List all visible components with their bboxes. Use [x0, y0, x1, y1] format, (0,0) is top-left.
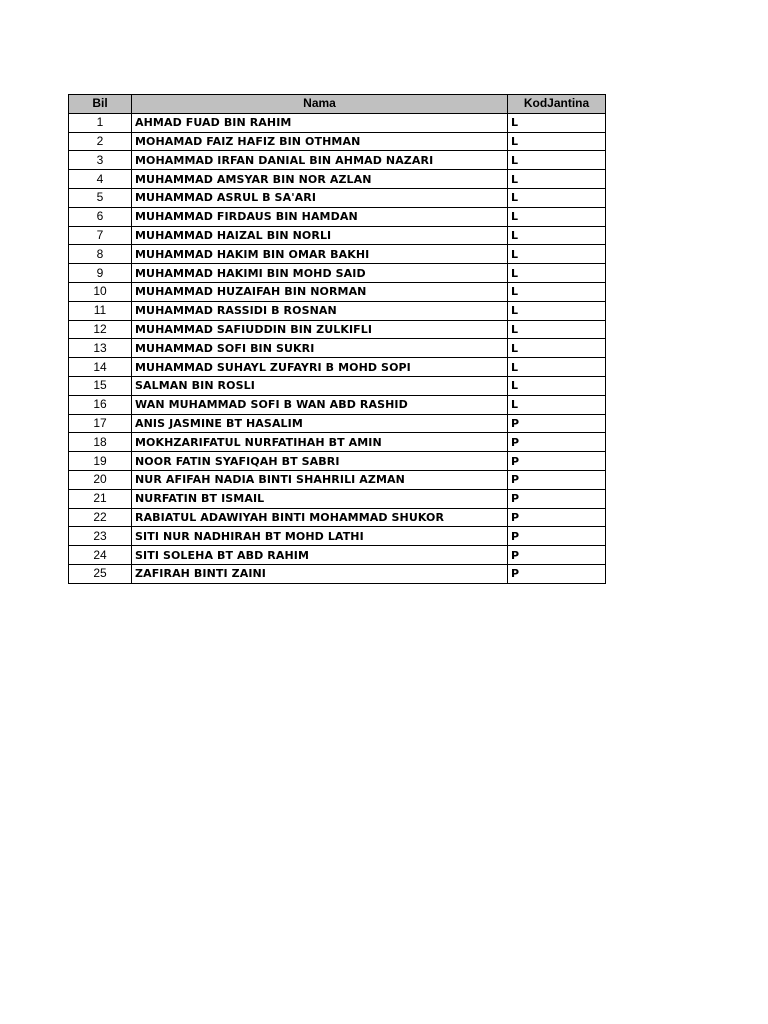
cell-bil: 9	[69, 264, 132, 283]
cell-bil: 23	[69, 527, 132, 546]
cell-kodjantina: P	[508, 433, 606, 452]
cell-kodjantina: P	[508, 527, 606, 546]
cell-nama: RABIATUL ADAWIYAH BINTI MOHAMMAD SHUKOR	[132, 508, 508, 527]
header-row	[69, 95, 606, 114]
table-row	[69, 245, 606, 264]
cell-nama: SALMAN BIN ROSLI	[132, 376, 508, 395]
table-row	[69, 132, 606, 151]
cell-nama: MUHAMMAD SOFI BIN SUKRI	[132, 339, 508, 358]
cell-kodjantina: L	[508, 301, 606, 320]
cell-kodjantina: P	[508, 564, 606, 583]
header-bil: Bil	[69, 95, 132, 114]
table-row	[69, 301, 606, 320]
table-row	[69, 433, 606, 452]
cell-bil: 16	[69, 395, 132, 414]
cell-bil: 13	[69, 339, 132, 358]
cell-kodjantina: P	[508, 489, 606, 508]
cell-nama: MUHAMMAD ASRUL B SA'ARI	[132, 188, 508, 207]
cell-kodjantina: L	[508, 151, 606, 170]
cell-nama: MUHAMMAD HAKIM BIN OMAR BAKHI	[132, 245, 508, 264]
header-kodjantina: KodJantina	[508, 95, 606, 114]
cell-bil: 18	[69, 433, 132, 452]
cell-nama: MUHAMMAD AMSYAR BIN NOR AZLAN	[132, 170, 508, 189]
cell-bil: 25	[69, 564, 132, 583]
cell-nama: MUHAMMAD HAIZAL BIN NORLI	[132, 226, 508, 245]
cell-nama: MOHAMMAD IRFAN DANIAL BIN AHMAD NAZARI	[132, 151, 508, 170]
table-row	[69, 508, 606, 527]
cell-bil: 20	[69, 470, 132, 489]
cell-nama: MUHAMMAD HAKIMI BIN MOHD SAID	[132, 264, 508, 283]
student-table	[68, 94, 606, 584]
cell-bil: 10	[69, 282, 132, 301]
cell-kodjantina: P	[508, 546, 606, 565]
header-nama: Nama	[132, 95, 508, 114]
table-row	[69, 376, 606, 395]
table-row	[69, 358, 606, 377]
cell-bil: 4	[69, 170, 132, 189]
table-row	[69, 264, 606, 283]
cell-bil: 15	[69, 376, 132, 395]
table-row	[69, 339, 606, 358]
cell-bil: 7	[69, 226, 132, 245]
table-row	[69, 527, 606, 546]
cell-kodjantina: L	[508, 132, 606, 151]
cell-kodjantina: L	[508, 358, 606, 377]
cell-bil: 6	[69, 207, 132, 226]
cell-bil: 12	[69, 320, 132, 339]
cell-nama: MOKHZARIFATUL NURFATIHAH BT AMIN	[132, 433, 508, 452]
student-list-sheet	[68, 94, 605, 584]
cell-kodjantina: L	[508, 226, 606, 245]
table-row	[69, 188, 606, 207]
cell-bil: 17	[69, 414, 132, 433]
cell-kodjantina: L	[508, 245, 606, 264]
cell-kodjantina: L	[508, 113, 606, 132]
cell-bil: 24	[69, 546, 132, 565]
cell-kodjantina: L	[508, 320, 606, 339]
table-body	[69, 113, 606, 583]
cell-nama: MUHAMMAD FIRDAUS BIN HAMDAN	[132, 207, 508, 226]
cell-nama: MUHAMMAD HUZAIFAH BIN NORMAN	[132, 282, 508, 301]
cell-kodjantina: P	[508, 452, 606, 471]
cell-bil: 21	[69, 489, 132, 508]
cell-nama: NUR AFIFAH NADIA BINTI SHAHRILI AZMAN	[132, 470, 508, 489]
cell-kodjantina: P	[508, 508, 606, 527]
table-row	[69, 151, 606, 170]
cell-bil: 5	[69, 188, 132, 207]
table-row	[69, 320, 606, 339]
cell-nama: AHMAD FUAD BIN RAHIM	[132, 113, 508, 132]
cell-kodjantina: L	[508, 170, 606, 189]
cell-kodjantina: P	[508, 470, 606, 489]
cell-bil: 19	[69, 452, 132, 471]
cell-kodjantina: L	[508, 207, 606, 226]
cell-kodjantina: L	[508, 282, 606, 301]
cell-nama: NURFATIN BT ISMAIL	[132, 489, 508, 508]
table-row	[69, 452, 606, 471]
cell-nama: WAN MUHAMMAD SOFI B WAN ABD RASHID	[132, 395, 508, 414]
table-row	[69, 395, 606, 414]
cell-nama: MOHAMAD FAIZ HAFIZ BIN OTHMAN	[132, 132, 508, 151]
cell-nama: MUHAMMAD SAFIUDDIN BIN ZULKIFLI	[132, 320, 508, 339]
table-row	[69, 414, 606, 433]
cell-nama: ZAFIRAH BINTI ZAINI	[132, 564, 508, 583]
cell-kodjantina: P	[508, 414, 606, 433]
cell-kodjantina: L	[508, 188, 606, 207]
cell-nama: NOOR FATIN SYAFIQAH BT SABRI	[132, 452, 508, 471]
cell-bil: 1	[69, 113, 132, 132]
cell-nama: ANIS JASMINE BT HASALIM	[132, 414, 508, 433]
table-row	[69, 470, 606, 489]
table-row	[69, 282, 606, 301]
cell-bil: 8	[69, 245, 132, 264]
table-row	[69, 226, 606, 245]
cell-kodjantina: L	[508, 376, 606, 395]
table-row	[69, 113, 606, 132]
table-row	[69, 170, 606, 189]
table-row	[69, 489, 606, 508]
cell-kodjantina: L	[508, 339, 606, 358]
cell-kodjantina: L	[508, 264, 606, 283]
cell-nama: MUHAMMAD RASSIDI B ROSNAN	[132, 301, 508, 320]
cell-nama: SITI SOLEHA BT ABD RAHIM	[132, 546, 508, 565]
cell-bil: 14	[69, 358, 132, 377]
cell-nama: MUHAMMAD SUHAYL ZUFAYRI B MOHD SOPI	[132, 358, 508, 377]
cell-nama: SITI NUR NADHIRAH BT MOHD LATHI	[132, 527, 508, 546]
table-row	[69, 546, 606, 565]
cell-bil: 11	[69, 301, 132, 320]
cell-bil: 2	[69, 132, 132, 151]
table-row	[69, 564, 606, 583]
cell-bil: 22	[69, 508, 132, 527]
cell-kodjantina: L	[508, 395, 606, 414]
table-row	[69, 207, 606, 226]
cell-bil: 3	[69, 151, 132, 170]
